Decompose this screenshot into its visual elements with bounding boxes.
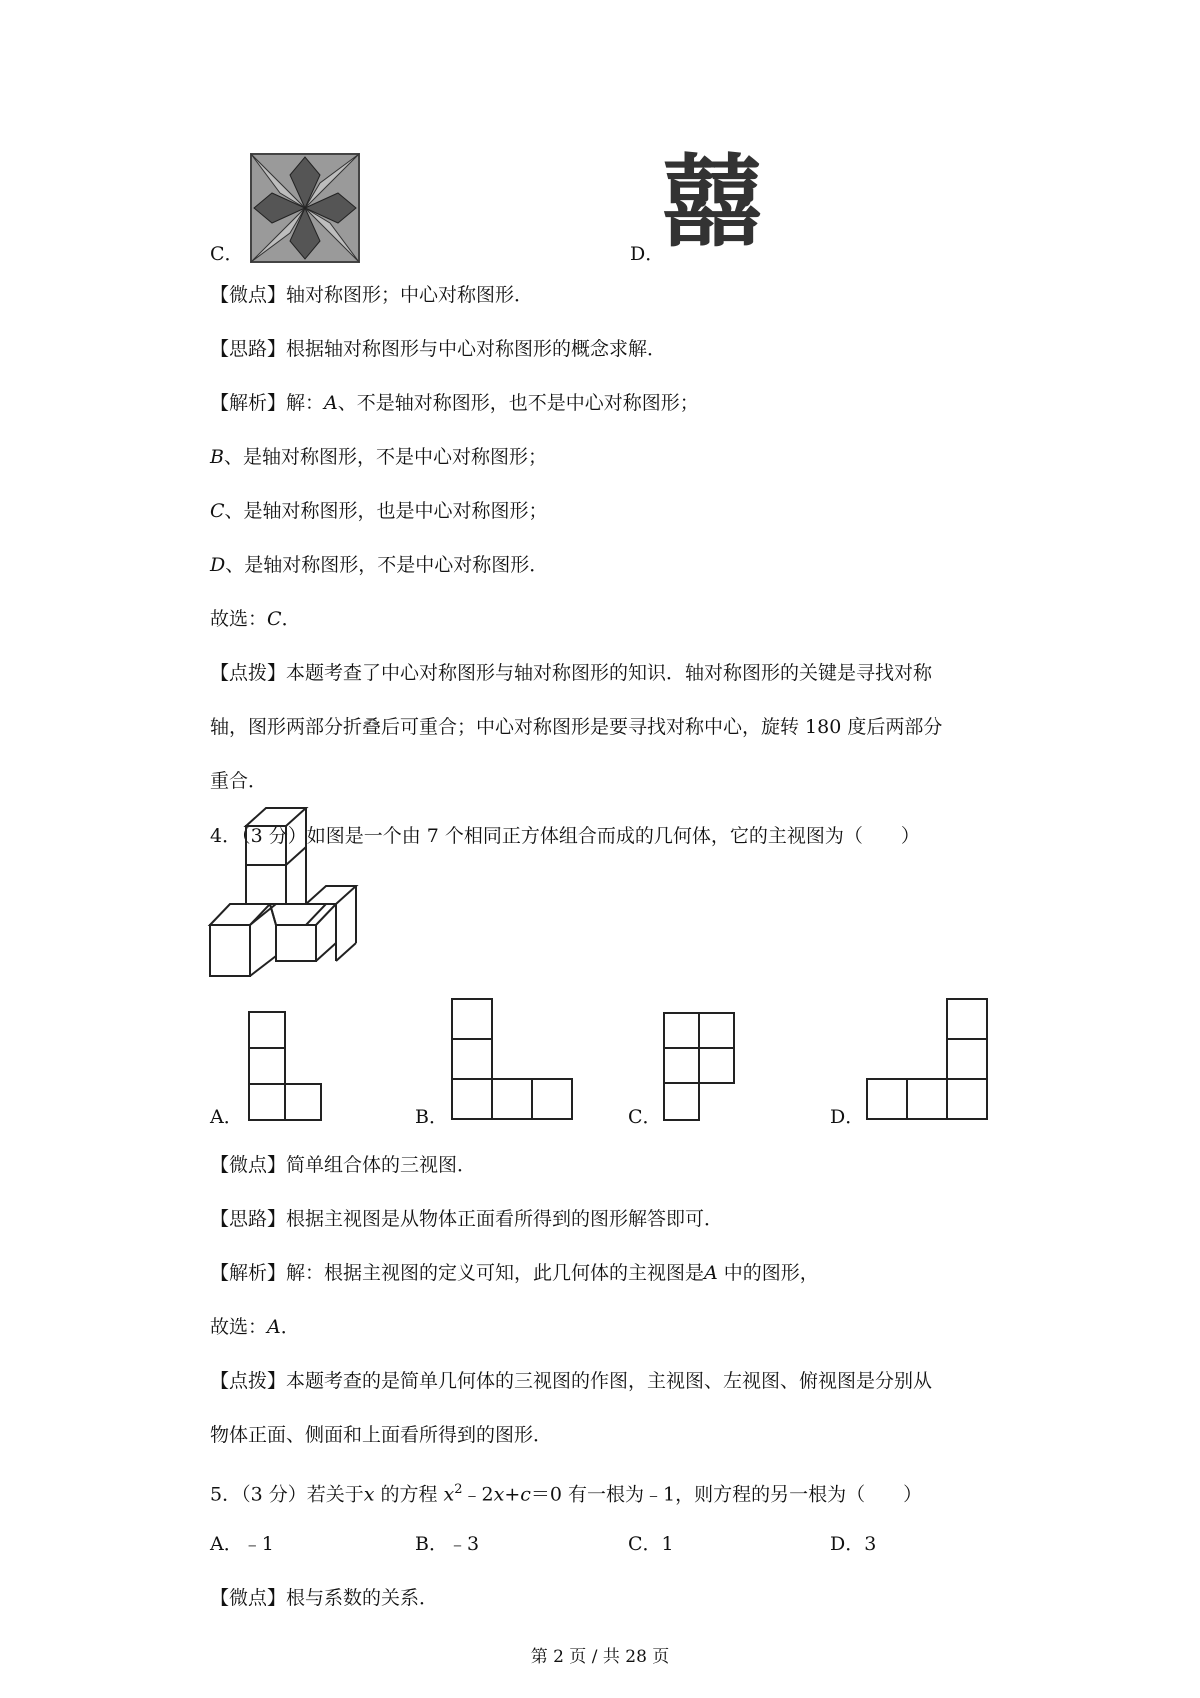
q4-jiexi [210, 1259, 819, 1287]
q4-option-a-label: A． [210, 1106, 243, 1128]
q4-jiexi-prefix: 【解析】解：根据主视图的定义可知，此几何体的主视图是 [210, 1262, 705, 1284]
q5-eq-c: c [520, 1483, 531, 1506]
q3-d-text: 、是轴对称图形，不是中心对称图形． [225, 554, 549, 576]
q3-jiexi-letter-a: A [324, 392, 338, 414]
q4-cube-solid-figure [210, 808, 370, 993]
q5-stem [210, 1476, 922, 1508]
q5-eq-x: x [443, 1483, 455, 1506]
option-d-figure: 囍 [662, 144, 762, 261]
q4-option-b-figure [451, 998, 576, 1123]
q4-answer-letter: A [267, 1316, 281, 1338]
q5-eq-mid: ﹣2 [462, 1483, 494, 1506]
q5-stem-b: 的方程 [374, 1483, 444, 1506]
q5-option-a: A．﹣1 [210, 1533, 274, 1555]
q3-line-c [210, 497, 548, 525]
q3-dianbo-2: 轴，图形两部分折叠后可重合；中心对称图形是要寻找对称中心，旋转 180 度后两部分 [210, 716, 943, 738]
q4-option-d-figure [866, 998, 991, 1123]
q3-jiexi [210, 389, 699, 417]
q4-option-c-label: C． [628, 1106, 662, 1128]
q4-silu: 【思路】根据主视图是从物体正面看所得到的图形解答即可． [210, 1208, 724, 1230]
page-footer: 第 2 页 / 共 28 页 [530, 1647, 670, 1667]
q3-weidian: 【微点】轴对称图形；中心对称图形． [210, 284, 534, 306]
q5-eq-exponent: 2 [454, 1482, 463, 1497]
q4-dianbo-1: 【点拨】本题考查的是简单几何体的三视图的作图，主视图、左视图、俯视图是分别从 [210, 1370, 933, 1392]
q4-answer-suffix: ． [280, 1316, 300, 1338]
q3-c-text: 、是轴对称图形，也是中心对称图形； [224, 500, 548, 522]
q5-eq-plus: + [504, 1483, 521, 1506]
q3-letter-b: B [210, 446, 224, 468]
q3-line-b [210, 443, 547, 471]
q5-eq-end: ＝0 有一根为﹣1，则方程的另一根为（ ） [530, 1483, 923, 1506]
q5-stem-a: 5．（3 分）若关于 [210, 1483, 364, 1506]
q4-weidian: 【微点】简单组合体的三视图． [210, 1154, 477, 1176]
q4-option-b-label: B． [415, 1106, 448, 1128]
q5-option-c: C．1 [628, 1533, 674, 1555]
option-c-label: C． [210, 243, 244, 265]
q3-b-text: 、是轴对称图形，不是中心对称图形； [223, 446, 547, 468]
q4-jiexi-suffix: 中的图形， [717, 1262, 819, 1284]
option-d-label: D． [630, 243, 665, 265]
q5-option-b: B．﹣3 [415, 1533, 480, 1555]
q3-dianbo-1: 【点拨】本题考查了中心对称图形与轴对称图形的知识．轴对称图形的关键是寻找对称 [210, 662, 933, 684]
q4-option-d-label: D． [830, 1106, 865, 1128]
q3-jiexi-a-text: 、不是轴对称图形，也不是中心对称图形； [337, 392, 699, 414]
q3-letter-d: D [210, 554, 226, 576]
q3-answer-suffix: ． [281, 608, 301, 630]
q3-answer-prefix: 故选： [210, 608, 268, 630]
q4-option-a-figure [248, 1011, 328, 1126]
q3-silu: 【思路】根据轴对称图形与中心对称图形的概念求解． [210, 338, 667, 360]
q4-dianbo-2: 物体正面、侧面和上面看所得到的图形． [210, 1424, 553, 1446]
q5-weidian: 【微点】根与系数的关系． [210, 1587, 439, 1609]
q4-jiexi-letter: A [704, 1262, 718, 1284]
q5-option-d: D．3 [830, 1533, 877, 1555]
q4-stem: 4．（3 分）如图是一个由 7 个相同正方体组合而成的几何体，它的主视图为（ ） [210, 825, 920, 847]
q4-answer-prefix: 故选： [210, 1316, 268, 1338]
q3-letter-c: C [210, 500, 225, 522]
q3-answer-letter: C [267, 608, 282, 630]
option-c-figure [250, 153, 360, 263]
q3-line-d [210, 551, 548, 579]
q4-answer [210, 1313, 300, 1341]
q4-option-c-figure [663, 1012, 738, 1127]
q5-eq-x2: x [493, 1483, 505, 1506]
q3-dianbo-3: 重合． [210, 770, 268, 792]
q3-answer [210, 605, 301, 633]
q5-var-x: x [363, 1483, 375, 1506]
q3-jiexi-prefix: 【解析】解： [210, 392, 325, 414]
